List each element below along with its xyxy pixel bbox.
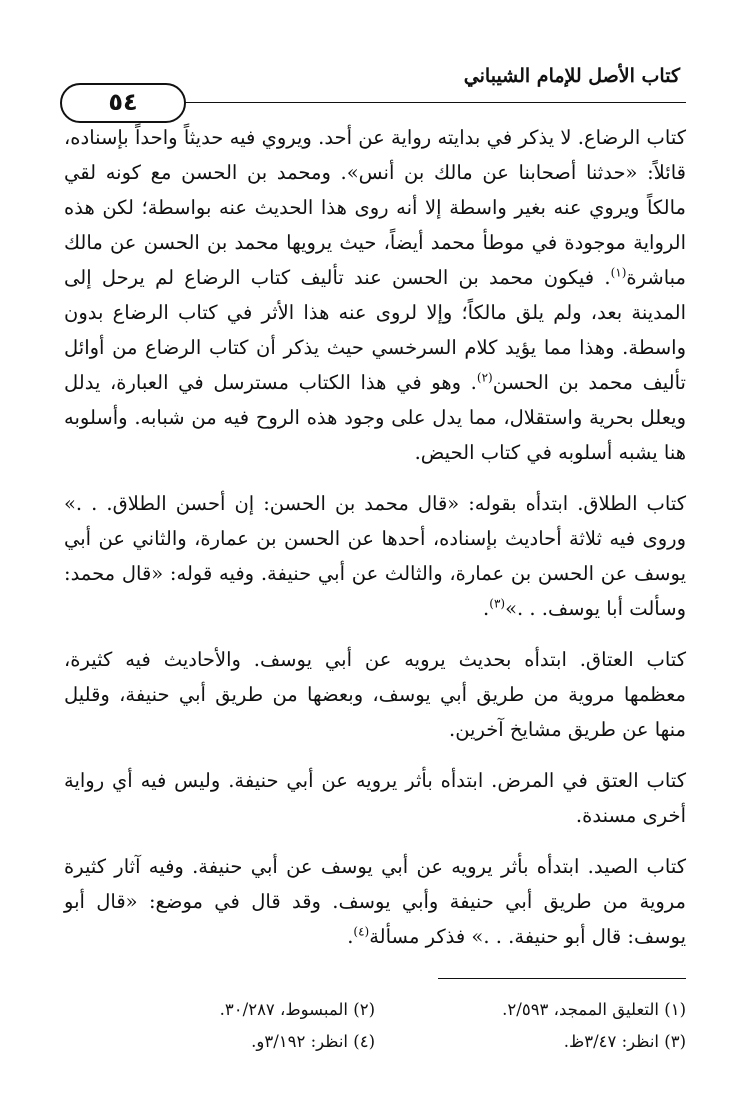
paragraph-sayd xyxy=(64,849,686,954)
paragraph-text: كتاب العتاق. ابتدأه بحديث يرويه عن أبي يوسف. والأحاديث فيه كثيرة، معظمها مروية من طريق أبي يوسف، وبعضها من طريق أبي حنيفة، وقليل منها عن طريق مشايخ آخرين. xyxy=(64,648,686,741)
paragraph-ataq xyxy=(64,642,686,747)
paragraph-text: كتاب الرضاع. لا يذكر في بدايته رواية عن أحد. ويروي فيه حديثاً واحداً بإسناده، قائلاً: «حدثنا أصحابنا عن مالك بن أنس». ومحمد بن الحسن مع كونه لقي مالكاً ويروي عنه بغير واسطة إلا أنه روى هذا الحديث عنه بواسطة؛ لكن هذه الرواية موجودة في موطأ محمد أيضاً، حيث يرويها محمد بن الحسن عن مالك مباشرة xyxy=(64,126,686,289)
running-title: كتاب الأصل للإمام الشيباني xyxy=(463,65,680,87)
footnotes xyxy=(64,994,686,1058)
footnote-3: (٣) انظر: ٣/٤٧ظ. xyxy=(563,1032,686,1051)
paragraph-text: كتاب الصيد. ابتدأه بأثر يرويه عن أبي يوسف عن أبي حنيفة. وفيه آثار كثيرة مروية من طريق أبي حنيفة وأبي يوسف. وقد قال في موضع: «قال أبو يوسف: قال أبو حنيفة. . .» فذكر مسألة xyxy=(64,855,686,948)
footnote-row xyxy=(64,1026,686,1058)
footnote-marker: (١) xyxy=(610,265,627,280)
paragraph-text: . xyxy=(347,925,354,948)
paragraph-text: . xyxy=(483,597,490,620)
page-header xyxy=(64,55,686,116)
body-text xyxy=(64,120,686,970)
paragraph-itq-marad xyxy=(64,763,686,833)
footnote-1: (١) التعليق الممجد، ٢/٥٩٣. xyxy=(502,1000,686,1019)
footnote-marker: (٣) xyxy=(489,596,506,611)
footnote-4: (٤) انظر: ٣/١٩٢و. xyxy=(251,1032,375,1051)
paragraph-text: . فيكون محمد بن الحسن عند تأليف كتاب الرضاع لم يرحل إلى المدينة بعد، ولم يلق مالكاً؛ وإلا لروى عنه هذا الأثر في كتاب الرضاع بدون واسطة. وهذا مما يؤيد كلام السرخسي حيث يذكر أن كتاب الرضاع من أوائل تأليف محمد بن الحسن xyxy=(64,266,686,394)
paragraph-text: كتاب الطلاق. ابتدأه بقوله: «قال محمد بن الحسن: إن أحسن الطلاق. . .» وروى فيه ثلاثة أحاديث بإسناده، أحدها عن الحسن بن عمارة، والثاني عن أبي يوسف عن الحسن بن عمارة، والثالث عن أبي حنيفة. وفيه قوله: «قال محمد: وسألت أبا يوسف. . .» xyxy=(64,492,686,620)
footnote-2: (٢) المبسوط، ٣٠/٢٨٧. xyxy=(219,1000,375,1019)
paragraph-talaq xyxy=(64,486,686,626)
footnote-row xyxy=(64,994,686,1026)
footnote-rule xyxy=(438,978,686,979)
paragraph-text: كتاب العتق في المرض. ابتدأه بأثر يرويه عن أبي حنيفة. وليس فيه أي رواية أخرى مسندة. xyxy=(64,769,686,827)
paragraph-text: . وهو في هذا الكتاب مسترسل في العبارة، يدلل ويعلل بحرية واستقلال، مما يدل على وجود هذه الروح فيه من شبابه. وأسلوبه هنا يشبه أسلوبه في كتاب الحيض. xyxy=(64,371,686,464)
footnote-marker: (٤) xyxy=(353,924,370,939)
page-number: ٥٤ xyxy=(60,83,186,123)
paragraph-rada xyxy=(64,120,686,470)
footnote-marker: (٢) xyxy=(476,370,493,385)
